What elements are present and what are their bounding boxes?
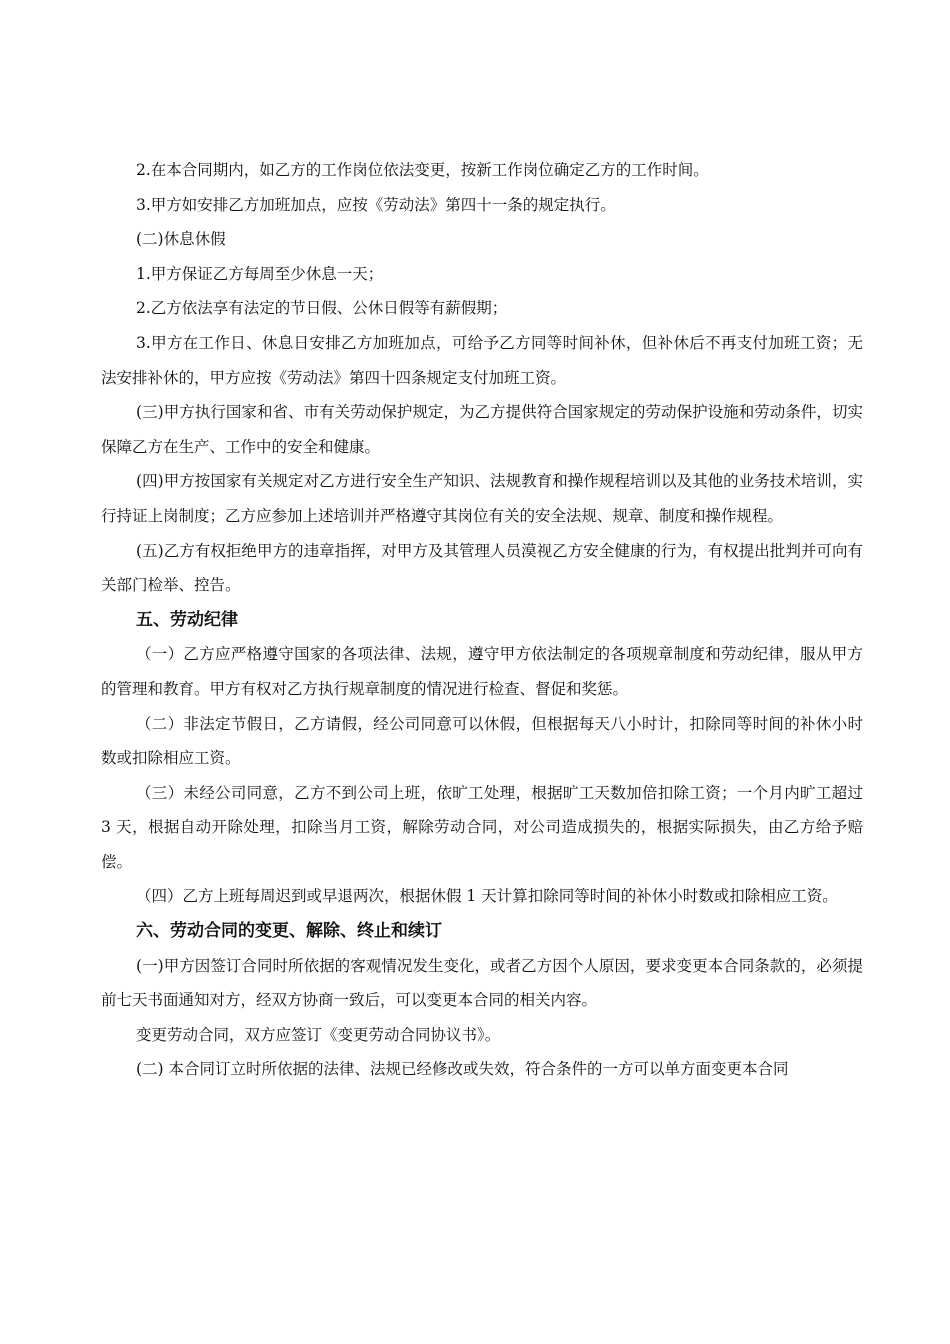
paragraph: (一)甲方因签订合同时所依据的客观情况发生变化，或者乙方因个人原因，要求变更本合同条款的，必须提前七天书面通知对方，经双方协商一致后，可以变更本合同的相关内容。 bbox=[101, 956, 863, 1010]
paragraph: (四)甲方按国家有关规定对乙方进行安全生产知识、法规教育和操作规程培训以及其他的业务技术培训，实行持证上岗制度；乙方应参加上述培训并严格遵守其岗位有关的安全法规、规章、制度和操作规程。 bbox=[101, 472, 863, 525]
section-heading: 六、劳动合同的变更、解除、终止和续订 bbox=[136, 921, 442, 942]
paragraph: 1.甲方保证乙方每周至少休息一天； bbox=[136, 264, 384, 283]
paragraph: （四）乙方上班每周迟到或早退两次，根据休假 1 天计算扣除同等时间的补休小时数或扣除相应工资。 bbox=[136, 887, 838, 906]
paragraph: (二) 本合同订立时所依据的法律、法规已经修改或失效，符合条件的一方可以单方面变更本合同 bbox=[136, 1060, 789, 1079]
paragraph: 2.在本合同期内，如乙方的工作岗位依法变更，按新工作岗位确定乙方的工作时间。 bbox=[136, 161, 709, 179]
paragraph: (二)休息休假 bbox=[136, 230, 226, 249]
paragraph: 2.乙方依法享有法定的节日假、公休日假等有薪假期； bbox=[136, 299, 508, 318]
paragraph: （一）乙方应严格遵守国家的各项法律、法规，遵守甲方依法制定的各项规章制度和劳动纪律，服从甲方的管理和教育。甲方有权对乙方执行规章制度的情况进行检查、督促和奖惩。 bbox=[101, 645, 863, 698]
paragraph: 3.甲方如安排乙方加班加点，应按《劳动法》第四十一条的规定执行。 bbox=[136, 195, 616, 214]
paragraph: 变更劳动合同，双方应签订《变更劳动合同协议书》。 bbox=[136, 1025, 501, 1044]
paragraph: (五)乙方有权拒绝甲方的违章指挥，对甲方及其管理人员漠视乙方安全健康的行为，有权提出批判并可向有关部门检举、控告。 bbox=[101, 541, 863, 595]
paragraph: （二）非法定节假日，乙方请假，经公司同意可以休假，但根据每天八小时计，扣除同等时间的补休小时数或扣除相应工资。 bbox=[101, 714, 863, 768]
section-heading: 五、劳动纪律 bbox=[136, 609, 238, 630]
paragraph: 3.甲方在工作日、休息日安排乙方加班加点，可给予乙方同等时间补休，但补休后不再支付加班工资；无法安排补休的，甲方应按《劳动法》第四十四条规定支付加班工资。 bbox=[101, 333, 863, 387]
paragraph: （三）未经公司同意，乙方不到公司上班，依旷工处理，根据旷工天数加倍扣除工资；一个月内旷工超过 3 天，根据自动开除处理，扣除当月工资，解除劳动合同，对公司造成损失的，根据实际损失，由乙方给予赔偿。 bbox=[101, 783, 863, 871]
document-body bbox=[101, 153, 863, 1087]
paragraph: (三)甲方执行国家和省、市有关劳动保护规定，为乙方提供符合国家规定的劳动保护设施和劳动条件，切实保障乙方在生产、工作中的安全和健康。 bbox=[101, 403, 863, 456]
